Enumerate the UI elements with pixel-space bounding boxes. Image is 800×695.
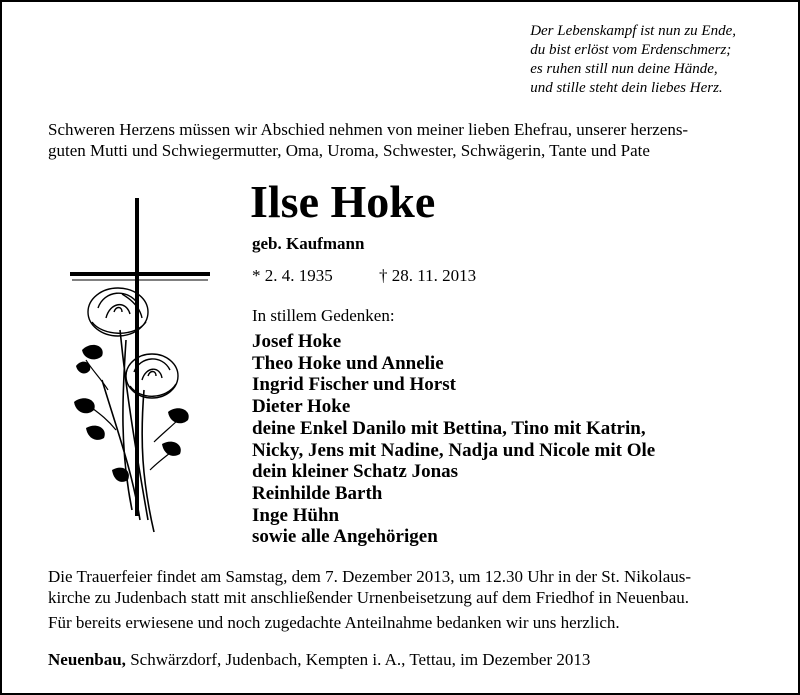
mourner-entry: Nicky, Jens mit Nadine, Nadja und Nicole mit Ole: [252, 439, 656, 461]
death-date: † 28. 11. 2013: [379, 266, 477, 285]
mourner-entry: Dieter Hoke: [252, 396, 351, 418]
intro-text: [48, 119, 763, 161]
maiden-name: geb. Kaufmann: [252, 234, 365, 253]
funeral-info: [48, 566, 691, 608]
place-rest: Schwärzdorf, Judenbach, Kempten i. A., Tettau, im Dezember 2013: [125, 650, 591, 669]
birth-date: * 2. 4. 1935: [252, 266, 333, 285]
mourner-entry: Theo Hoke und Annelie: [252, 352, 444, 374]
funeral-line: kirche zu Judenbach statt mit anschließender Urnenbeisetzung auf dem Friedhof in Neuenbau.: [48, 588, 690, 607]
mourners-list: [252, 331, 655, 548]
place-town: Neuenbau,: [48, 650, 126, 669]
life-dates: [252, 266, 476, 286]
mourner-entry: deine Enkel Danilo mit Bettina, Tino mit Katrin,: [252, 417, 646, 439]
thanks-text: Für bereits erwiesene und noch zugedachte Anteilnahme bedanken wir uns herzlich.: [48, 613, 620, 632]
poem-line: es ruhen still nun deine Hände,: [530, 61, 718, 77]
cross-with-roses-icon: [62, 190, 212, 550]
mourner-entry: Josef Hoke: [252, 331, 342, 352]
deceased-name: Ilse Hoke: [250, 176, 436, 227]
mourner-entry: sowie alle Angehörigen: [252, 526, 438, 548]
intro-line: Schweren Herzens müssen wir Abschied nehmen von meiner lieben Ehefrau, unserer herzens-: [48, 120, 689, 139]
poem-line: Der Lebenskampf ist nun zu Ende,: [530, 23, 736, 39]
poem-line: du bist erlöst vom Erdenschmerz;: [530, 42, 732, 58]
place-and-date: [48, 650, 590, 670]
mourner-entry: Reinhilde Barth: [252, 482, 383, 504]
intro-line: guten Mutti und Schwiegermutter, Oma, Uroma, Schwester, Schwägerin, Tante und Pate: [48, 141, 650, 160]
memory-label: In stillem Gedenken:: [252, 306, 395, 325]
mourner-entry: dein kleiner Schatz Jonas: [252, 461, 459, 483]
funeral-line: Die Trauerfeier findet am Samstag, dem 7. Dezember 2013, um 12.30 Uhr in der St. Nikolaus-: [48, 567, 692, 586]
mourner-entry: Ingrid Fischer und Horst: [252, 374, 456, 396]
mourner-entry: Inge Hühn: [252, 504, 340, 526]
memorial-poem: [530, 22, 736, 98]
poem-line: und stille steht dein liebes Herz.: [530, 80, 723, 96]
